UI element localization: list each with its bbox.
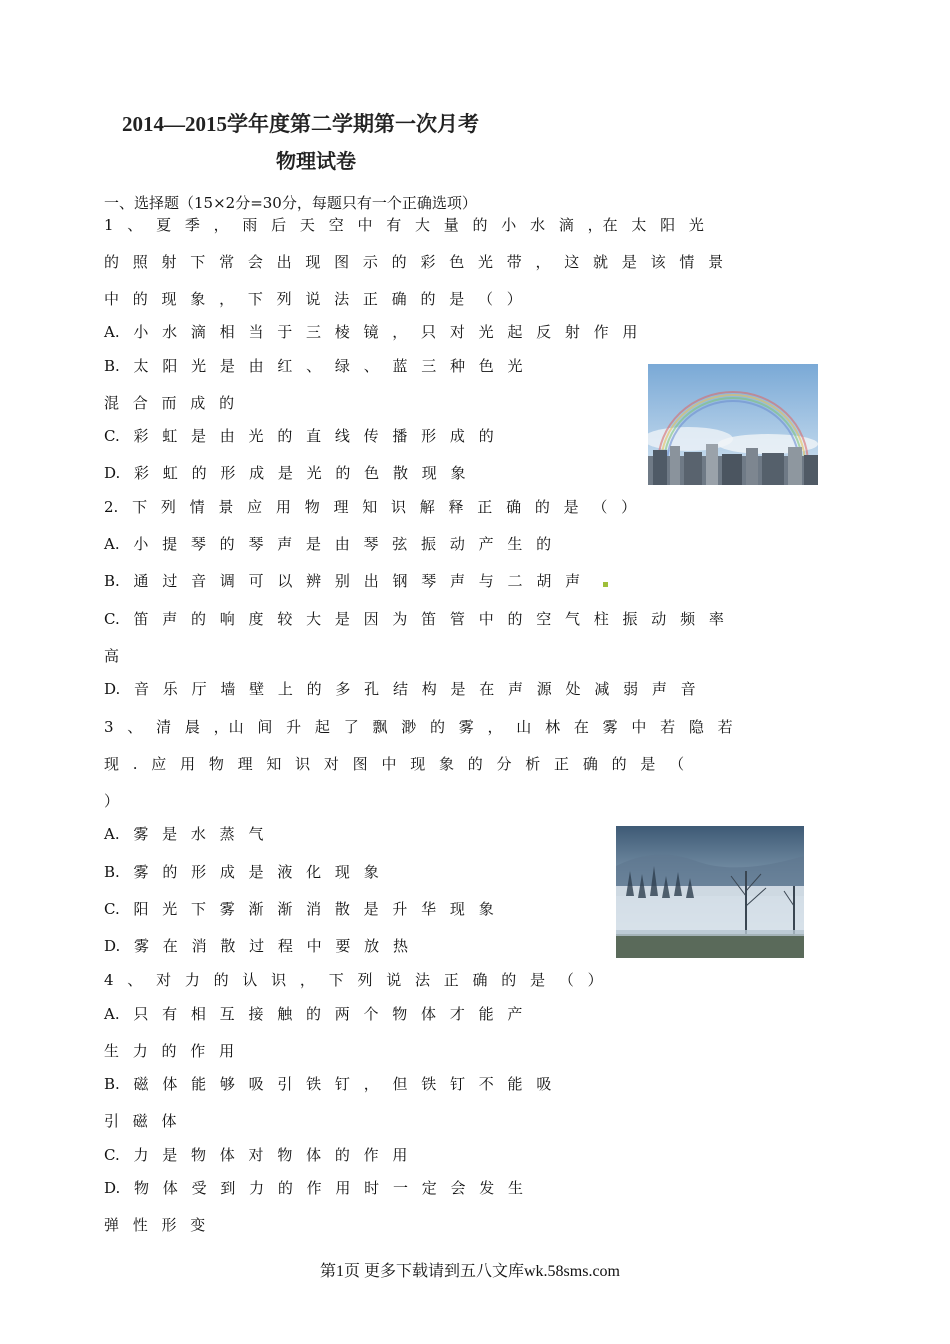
q4-option-c: C. 力 是 物 体 对 物 体 的 作 用	[104, 1146, 408, 1164]
q4-option-a: A. 只 有 相 互 接 触 的 两 个 物 体 才 能 产	[104, 1005, 523, 1023]
q2-stem: 2. 下 列 情 景 应 用 物 理 知 识 解 释 正 确 的 是 （ ）	[104, 498, 637, 516]
q1-line-1: 1 、 夏 季 ， 雨 后 天 空 中 有 大 量 的 小 水 滴 ，在 太 阳 光	[104, 216, 704, 234]
q4-option-a-cont: 生 力 的 作 用	[104, 1042, 235, 1060]
q1-option-c: C. 彩 虹 是 由 光 的 直 线 传 播 形 成 的	[104, 427, 494, 445]
q2-option-d: D. 音 乐 厅 墙 壁 上 的 多 孔 结 构 是 在 声 源 处 减 弱 声 音	[104, 680, 696, 698]
q1-line-3: 中 的 现 象 ， 下 列 说 法 正 确 的 是 （ ）	[104, 290, 522, 308]
section-heading: 一、选择题（15×2分=30分，每题只有一个正确选项）	[104, 194, 477, 212]
q3-option-b: B. 雾 的 形 成 是 液 化 现 象	[104, 863, 379, 881]
q3-option-a: A. 雾 是 水 蒸 气	[104, 825, 264, 843]
stray-mark	[603, 582, 608, 587]
q1-line-2: 的 照 射 下 常 会 出 现 图 示 的 彩 色 光 带 ， 这 就 是 该 情 景	[104, 253, 724, 271]
q4-option-b-cont: 引 磁 体	[104, 1112, 177, 1130]
exam-title: 2014—2015学年度第二学期第一次月考	[122, 112, 479, 136]
q1-option-b: B. 太 阳 光 是 由 红 、 绿 、 蓝 三 种 色 光	[104, 357, 523, 375]
q4-option-d-cont: 弹 性 形 变	[104, 1216, 206, 1234]
exam-subtitle: 物理试卷	[276, 151, 356, 173]
q2-option-c: C. 笛 声 的 响 度 较 大 是 因 为 笛 管 中 的 空 气 柱 振 动 频 率	[104, 610, 724, 628]
q1-option-a: A. 小 水 滴 相 当 于 三 棱 镜 ， 只 对 光 起 反 射 作 用	[104, 323, 638, 341]
page-footer: 第1页 更多下载请到五八文库wk.58sms.com	[320, 1263, 621, 1280]
q3-option-d: D. 雾 在 消 散 过 程 中 要 放 热	[104, 937, 408, 955]
q3-line-1: 3 、 清 晨 ，山 间 升 起 了 飘 渺 的 雾 ， 山 林 在 雾 中 若 隐 若	[104, 718, 733, 736]
rainbow-photo	[648, 364, 818, 485]
q4-option-b: B. 磁 体 能 够 吸 引 铁 钉 ， 但 铁 钉 不 能 吸	[104, 1075, 552, 1093]
q2-option-b: B. 通 过 音 调 可 以 辨 别 出 钢 琴 声 与 二 胡 声	[104, 572, 581, 590]
q2-option-a: A. 小 提 琴 的 琴 声 是 由 琴 弦 振 动 产 生 的	[104, 535, 552, 553]
q1-option-b-cont: 混 合 而 成 的	[104, 394, 235, 412]
q1-option-d: D. 彩 虹 的 形 成 是 光 的 色 散 现 象	[104, 464, 466, 482]
q2-option-c-cont: 高	[104, 647, 120, 665]
q4-option-d: D. 物 体 受 到 力 的 作 用 时 一 定 会 发 生	[104, 1179, 524, 1197]
q4-stem: 4 、 对 力 的 认 识 ， 下 列 说 法 正 确 的 是 （ ）	[104, 971, 603, 989]
fog-photo	[616, 826, 804, 958]
q3-option-c: C. 阳 光 下 雾 渐 渐 消 散 是 升 华 现 象	[104, 900, 494, 918]
q3-line-3: ）	[104, 792, 120, 810]
q3-line-2: 现 . 应 用 物 理 知 识 对 图 中 现 象 的 分 析 正 确 的 是 （	[104, 755, 685, 773]
